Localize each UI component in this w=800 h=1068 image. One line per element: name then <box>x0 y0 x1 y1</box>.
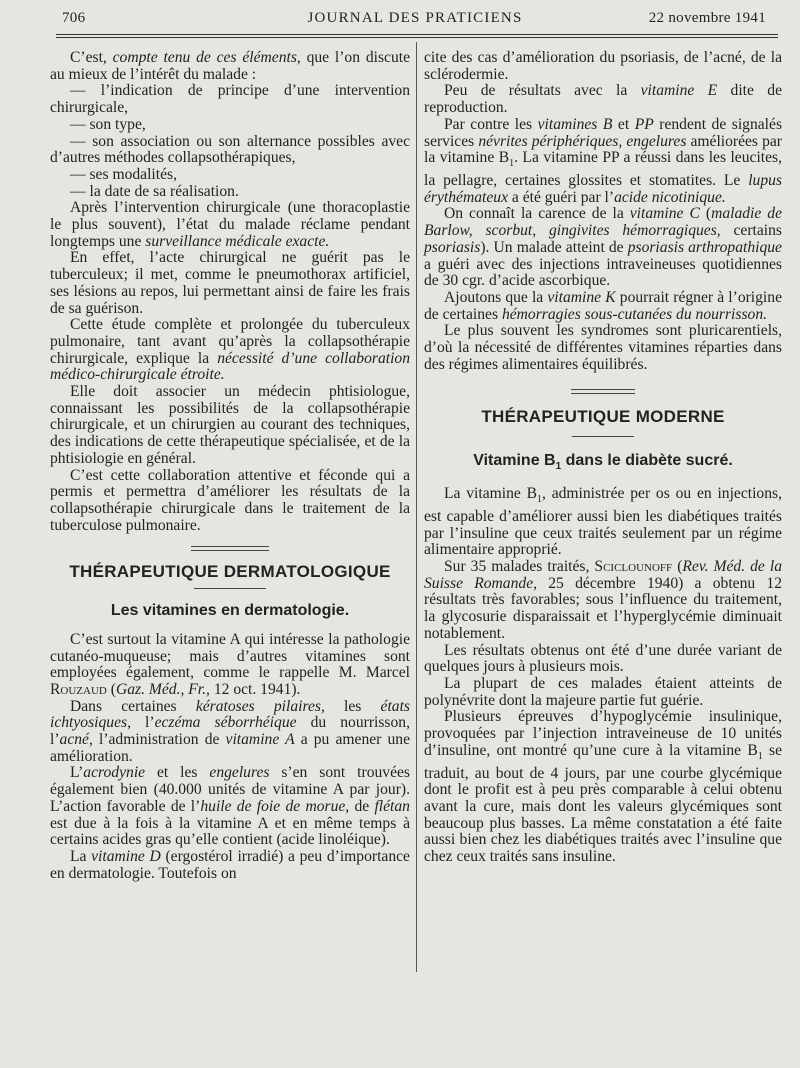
section-title: THÉRAPEUTIQUE MODERNE <box>481 407 725 427</box>
paragraph: C’est surtout la vitamine A qui intéresse la pathologie cutanéo-muqueuse; mais d’autres vitamines sont employées également, comme le rappelle M. Marcel Rouzaud (Gaz. Méd., Fr., 12 oct. 1941). <box>50 630 410 698</box>
column-divider <box>416 42 417 972</box>
page-header <box>50 8 780 30</box>
paragraph: En effet, l’acte chirurgical ne guérit pas le tuberculeux; il met, comme le pneumothorax artificiel, ses lésions au repos, lui permettant ainsi de faire les frais de sa guérison. <box>50 249 410 317</box>
section-rule <box>571 389 635 394</box>
paragraph: Plusieurs épreuves d’hypoglycémie insulinique, provoquées par l’injection intraveineuse de 10 unités d’insuline, ont montré qu’une cure à la vitamine $B_1$ se traduit, au bout de 4 jours, par une courbe glycémique dont le profit est à peu près comparable à celui obtenu avant la cure, mais dont les valeurs glycémiques sont beaucoup plus basses. La même constatation a été faite aussi bien chez les diabétiques traités avec l’insuline que chez ceux traités sans insuline. <box>424 708 783 866</box>
paragraph: La vitamine D (ergostérol irradié) a peu d’importance en dermatologie. Toutefois on <box>50 847 410 882</box>
paragraph: On connaît la carence de la vitamine C (maladie de Barlow, scorbut, gingivites hémorragiques, certains psoriasis). Un malade atteint de psoriasis arthropathique a guéri avec des injections intraveineuses quotidiennes de 30 cgr. d’acide ascorbique. <box>424 205 783 290</box>
article-subtitle: Vitamine $B_1$ dans le diabète sucré. <box>473 452 733 473</box>
paragraph: Dans certaines kératoses pilaires, les états ichtyosiques, l’eczéma séborrhéique du nourrisson, l’acné, l’administration de vitamine A a pu amener une amélioration. <box>50 697 410 765</box>
article-subtitle: Les vitamines en dermatologie. <box>110 602 350 620</box>
journal-title: JOURNAL DES PRATICIENS <box>307 10 523 26</box>
paragraph: Par contre les vitamines B et PP rendent de signalés services névrites périphériques, engelures améliorées par la vitamine $B_1$. La vitamine PP a réussi dans les leucites, la pellagre, certaines glossites et stomatites. Le lupus érythémateux a été guéri par l’acide nicotinique. <box>424 115 783 206</box>
paragraph: C’est, compte tenu de ces éléments, que l’on discute au mieux de l’intérêt du malade : <box>50 49 410 83</box>
issue-date: 22 novembre 1941 <box>648 10 766 26</box>
paragraph: L’acrodynie et les engelures s’en sont trouvées également bien (40.000 unités de vitamine A par jour). L’action favorable de l’huile de foie de morue, de flétan est due à la fois à la vitamine A et en même temps à certains acides gras qu’elle contient (acide linoléique). <box>50 764 410 849</box>
page-number: 706 <box>62 10 86 26</box>
paragraph: cite des cas d’amélioration du psoriasis, de l’acné, de la sclérodermie. <box>424 49 782 83</box>
right-column <box>424 50 782 866</box>
list-item: — ses modalités, <box>70 165 177 183</box>
section-title: THÉRAPEUTIQUE DERMATOLOGIQUE <box>69 562 391 582</box>
section-rule <box>191 546 269 551</box>
paragraph: Cette étude complète et prolongée du tuberculeux pulmonaire, tant avant qu’après la collapsothérapie chirurgicale, explique la nécessité d’une collaboration médico-chirurgicale étroite. <box>50 316 410 384</box>
section-underline <box>572 436 634 437</box>
list-item: — son association ou son alternance possibles avec d’autres méthodes collapsothérapiques, <box>50 132 410 167</box>
paragraph: Les résultats obtenus ont été d’une durée variant de quelques jours à plusieurs mois. <box>424 641 782 676</box>
paragraph: La vitamine $B_1$, administrée per os ou en injections, est capable d’améliorer aussi bien les diabétiques traités par l’insuline que ceux traités seulement par un régime alimentaire approprié. <box>424 485 782 559</box>
paragraph: Ajoutons que la vitamine K pourrait régner à l’origine de certaines hémorragies sous-cutanées du nourrisson. <box>424 288 782 323</box>
paragraph: Elle doit associer un médecin phtisiologue, connaissant les possibilités de la collapsothérapie chirurgicale, et un chirurgien au courant des techniques, des indications de cette thérapeutique spécialisée, et de la phtisiologie en général. <box>50 383 410 467</box>
paragraph: La plupart de ces malades étaient atteints de polynévrite dont la majeure partie fut guérie. <box>424 674 782 709</box>
list-item: — la date de sa réalisation. <box>70 182 239 200</box>
paragraph: Peu de résultats avec la vitamine E dite de reproduction. <box>424 82 782 117</box>
paragraph: Après l’intervention chirurgicale (une thoracoplastie le plus souvent), l’état du malade réclame pendant longtemps une surveillance médicale exacte. <box>50 199 410 250</box>
list-item: — l’indication de principe d’une intervention chirurgicale, <box>50 82 410 117</box>
paragraph: C’est cette collaboration attentive et féconde qui a permis et permettra d’améliorer les résultats de la collapsothérapie chirurgicale dans le traitement de la tuberculose pulmonaire. <box>50 466 410 534</box>
header-rule <box>56 34 778 38</box>
list-item: — son type, <box>70 115 146 133</box>
section-underline <box>194 588 266 589</box>
paragraph: Le plus souvent les syndromes sont pluricarentiels, d’où la nécessité de différentes vitamines réparties dans des régimes alimentaires équilibrés. <box>424 322 782 373</box>
paragraph: Sur 35 malades traités, Sciclounoff (Rev. Méd. de la Suisse Romande, 25 décembre 1940) a obtenu 12 résultats très favorables; sous l’influence du traitement, la glycosurie disparaissait et l’hyperglycémie diminuait notablement. <box>424 557 782 642</box>
left-column <box>50 50 410 882</box>
